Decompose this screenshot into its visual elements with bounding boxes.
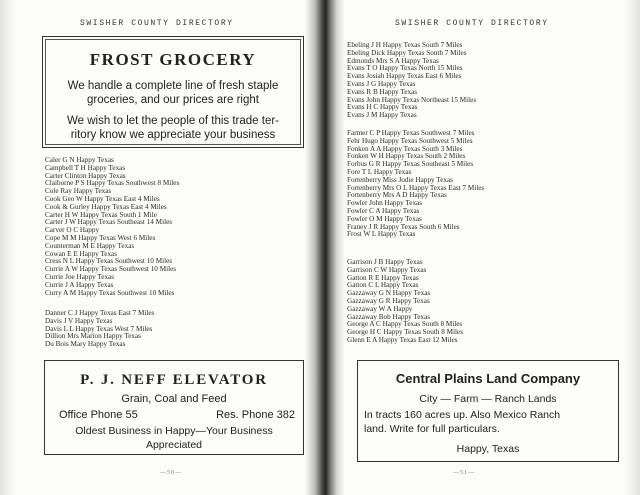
directory-list-d — [45, 310, 154, 349]
running-head-right: SWISHER COUNTY DIRECTORY — [395, 19, 549, 28]
directory-entry: Fehr Hugo Happy Texas Southwest 5 Miles — [347, 136, 473, 145]
directory-entry: Evans Josiah Happy Texas East 6 Miles — [347, 72, 462, 81]
directory-entry: Carter J W Happy Texas Southeast 14 Miles — [45, 218, 173, 227]
directory-entry: Fonken W H Happy Texas South 2 Miles — [347, 152, 466, 161]
directory-entry: Currie Joe Happy Texas — [45, 272, 115, 281]
neff-res-phone: Res. Phone 382 — [216, 409, 295, 421]
directory-entry: Ebeling J H Happy Texas South 7 Miles — [347, 41, 463, 49]
neff-elevator-subtitle: Grain, Coal and Feed — [121, 393, 227, 405]
central-plains-line-2: land. Write for full particulars. — [364, 423, 500, 435]
directory-entry: Gatton R E Happy Texas — [347, 273, 419, 282]
left-page — [22, 0, 312, 495]
directory-entry: Gazzaway G N Happy Texas — [347, 289, 431, 298]
neff-line-1: Oldest Business in Happy—Your Business — [75, 425, 273, 437]
directory-entry: Du Bois Mary Happy Texas — [45, 340, 126, 349]
directory-entry: Gazzaway G R Happy Texas — [347, 296, 430, 305]
directory-entry: Campbell T H Happy Texas — [45, 163, 126, 172]
directory-entry: Fortenberry Miss Jodie Happy Texas — [347, 175, 453, 184]
directory-entry: Evans John Happy Texas Northeast 15 Miles — [347, 95, 477, 104]
page-number-right: —51— — [453, 470, 475, 476]
frost-grocery-title: FROST GROCERY — [89, 50, 257, 69]
directory-entry: Claiborne P S Happy Texas Southwest 8 Miles — [45, 179, 180, 188]
directory-entry: Cress N L Happy Texas Southwest 10 Miles — [45, 257, 173, 266]
directory-entry: Ebeling Dick Happy Texas South 7 Miles — [347, 48, 467, 57]
directory-entry: Cope M M Happy Texas West 6 Miles — [45, 233, 156, 242]
directory-entry: Cowan E E Happy Texas — [45, 249, 118, 258]
directory-entry: George A C Happy Texas South 8 Miles — [347, 320, 463, 329]
directory-entry: Forbus G R Happy Texas Southeast 5 Miles — [347, 160, 474, 169]
directory-entry: Evans J M Happy Texas — [347, 111, 417, 120]
central-plains-ad — [357, 360, 619, 462]
directory-entry: Danner C J Happy Texas East 7 Miles — [45, 309, 155, 317]
directory-entry: Garrison J B Happy Texas — [347, 258, 423, 266]
directory-entry: Fonken A A Happy Texas South 3 Miles — [347, 144, 463, 153]
central-plains-title: Central Plains Land Company — [395, 371, 581, 386]
directory-entry: Cole Ray Happy Texas — [45, 187, 112, 196]
directory-entry: Gatton C L Happy Texas — [347, 281, 419, 290]
directory-entry: Fore T L Happy Texas — [347, 167, 412, 176]
neff-line-2: Appreciated — [145, 439, 203, 451]
directory-entry: Evans R B Happy Texas — [347, 87, 418, 96]
directory-entry: Fowler O M Happy Texas — [347, 214, 422, 223]
frost-line-3: We wish to let the people of this trade ter- — [66, 115, 279, 127]
directory-entry: Counterman M E Happy Texas — [45, 241, 135, 250]
directory-entry: George H C Happy Texas South 8 Miles — [347, 328, 464, 337]
frost-line-2: groceries, and our prices are right — [87, 94, 259, 106]
directory-entry: Evans J G Happy Texas — [347, 79, 416, 88]
directory-entry: Evans T O Happy Texas North 15 Miles — [347, 64, 463, 73]
directory-entry: Carter H W Happy Texas South 1 Mile — [45, 210, 157, 219]
directory-entry: Carter Clinton Happy Texas — [45, 171, 126, 180]
directory-list-c — [45, 157, 179, 297]
directory-entry: Carver O C Happy — [45, 226, 100, 235]
central-plains-line-3: Happy, Texas — [456, 443, 520, 455]
directory-entry: Garrison C W Happy Texas — [347, 265, 427, 274]
page-number-left: —50— — [160, 470, 182, 476]
directory-entry: Fortenberry Mrs O L Happy Texas East 7 Miles — [347, 183, 485, 192]
neff-office-phone: Office Phone 55 — [59, 409, 138, 421]
left-edge-shadow — [0, 0, 14, 495]
frost-grocery-ad — [42, 36, 304, 148]
running-head-left: SWISHER COUNTY DIRECTORY — [80, 19, 234, 28]
directory-entry: Dillion Mrs Marion Happy Texas — [45, 332, 141, 341]
neff-elevator-title: P. J. NEFF ELEVATOR — [80, 372, 268, 388]
directory-list-g — [347, 259, 463, 345]
directory-entry: Fowler John Happy Texas — [347, 199, 423, 208]
directory-entry: Gazzaway W A Happy — [347, 304, 413, 313]
directory-entry: Cook Geo W Happy Texas East 4 Miles — [45, 194, 160, 203]
book-gutter-shadow — [305, 0, 345, 495]
directory-entry: Caler G N Happy Texas — [45, 156, 114, 164]
directory-entry: Fowler C A Happy Texas — [347, 206, 420, 215]
central-plains-subtitle: City — Farm — Ranch Lands — [419, 393, 557, 405]
directory-entry: Davis J V Happy Texas — [45, 316, 113, 325]
directory-entry: Curry A M Happy Texas Southwest 10 Miles — [45, 288, 175, 297]
directory-entry: Farmer C P Happy Texas Southwest 7 Miles — [347, 129, 475, 137]
central-plains-line-1: In tracts 160 acres up. Also Mexico Ranch — [364, 409, 561, 421]
right-edge-shadow — [626, 0, 640, 495]
right-page — [335, 0, 625, 495]
directory-entry: Davis L L Happy Texas West 7 Miles — [45, 324, 153, 333]
directory-entry: Fortenberry Mrs A D Happy Texas — [347, 191, 447, 200]
directory-list-f — [347, 130, 484, 239]
directory-entry: Currie A W Happy Texas Southwest 10 Miles — [45, 265, 177, 274]
directory-entry: Franey J R Happy Texas South 6 Miles — [347, 222, 460, 231]
frost-line-1: We handle a complete line of fresh staple — [67, 80, 279, 92]
directory-entry: Cook & Gurley Happy Texas East 4 Miles — [45, 202, 167, 211]
directory-entry: Glenn E A Happy Texas East 12 Miles — [347, 335, 458, 344]
directory-entry: Evans H C Happy Texas — [347, 103, 418, 112]
neff-elevator-ad — [44, 360, 304, 455]
directory-list-e — [347, 42, 476, 120]
directory-entry: Frost W L Happy Texas — [347, 230, 416, 239]
directory-entry: Gazzaway Bob Happy Texas — [347, 312, 430, 321]
frost-line-4: ritory know we appreciate your business — [70, 129, 276, 141]
directory-entry: Currie J A Happy Texas — [45, 280, 114, 289]
directory-entry: Edmonds Mrs S A Happy Texas — [347, 56, 439, 65]
